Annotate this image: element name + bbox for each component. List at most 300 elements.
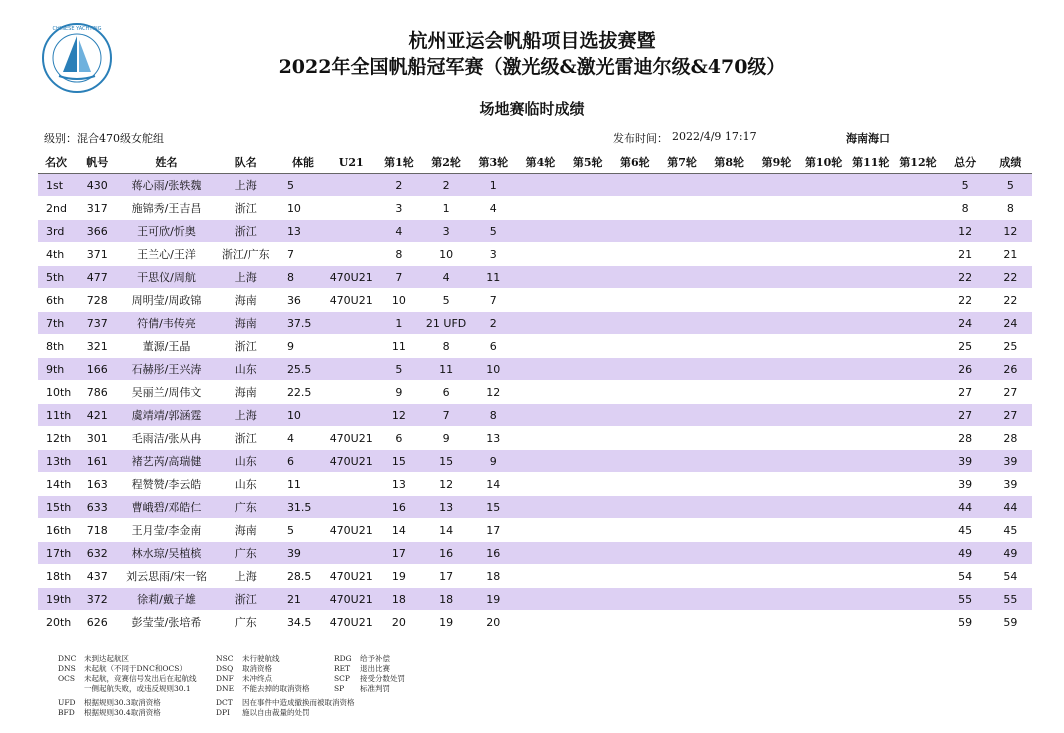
cell-r3: 9 <box>470 450 517 473</box>
cell-empty <box>894 289 941 312</box>
cell-fitness: 10 <box>279 404 327 427</box>
cell-empty <box>658 243 705 266</box>
cell-empty <box>611 335 658 358</box>
cell-empty <box>611 358 658 381</box>
cell-empty <box>800 542 847 565</box>
legend-item <box>216 664 272 674</box>
cell-empty <box>800 220 847 243</box>
cell-empty <box>800 358 847 381</box>
cell-r3: 11 <box>470 266 517 289</box>
cell-empty <box>800 312 847 335</box>
cell-sail: 737 <box>74 312 120 335</box>
legend-code: RET <box>334 664 351 673</box>
cell-empty <box>706 243 753 266</box>
cell-empty <box>753 197 800 220</box>
cell-empty <box>564 588 611 611</box>
cell-empty <box>706 197 753 220</box>
table-header-row <box>38 151 1032 174</box>
cell-empty <box>894 404 941 427</box>
table-row <box>38 519 1032 542</box>
legend-item <box>216 674 272 684</box>
cell-r2: 2 <box>423 174 470 197</box>
cell-r1: 1 <box>375 312 422 335</box>
cell-empty <box>517 404 564 427</box>
cell-score: 25 <box>989 335 1032 358</box>
cell-r1: 5 <box>375 358 422 381</box>
cell-empty <box>564 220 611 243</box>
cell-empty <box>517 358 564 381</box>
cell-r1: 4 <box>375 220 422 243</box>
cell-empty <box>847 358 894 381</box>
column-header: 姓名 <box>120 151 212 174</box>
table-row <box>38 197 1032 220</box>
cell-empty <box>517 473 564 496</box>
legend-desc: 未冲终点 <box>242 674 272 683</box>
legend-item <box>334 684 390 694</box>
cell-empty <box>658 588 705 611</box>
page-subtitle: 场地赛临时成绩 <box>479 100 585 118</box>
cell-rank: 20th <box>38 611 74 634</box>
legend-code: RDG <box>334 654 352 663</box>
table-row <box>38 381 1032 404</box>
column-header: 第8轮 <box>706 151 753 174</box>
cell-r3: 17 <box>470 519 517 542</box>
legend-code: DSQ <box>216 664 234 673</box>
legend-code: DNE <box>216 684 235 693</box>
cell-team: 广东 <box>213 496 279 519</box>
cell-r2: 3 <box>423 220 470 243</box>
cell-team: 浙江 <box>213 588 279 611</box>
cell-total: 44 <box>942 496 989 519</box>
column-header: U21 <box>327 151 375 174</box>
cell-sail: 317 <box>74 197 120 220</box>
cell-fitness: 37.5 <box>279 312 327 335</box>
cell-empty <box>517 565 564 588</box>
cell-r3: 19 <box>470 588 517 611</box>
cell-team: 山东 <box>213 358 279 381</box>
cell-team: 浙江 <box>213 335 279 358</box>
cell-r1: 9 <box>375 381 422 404</box>
cell-rank: 14th <box>38 473 74 496</box>
cell-r2: 16 <box>423 542 470 565</box>
cell-name: 吴丽兰/周伟文 <box>120 381 212 404</box>
cell-empty <box>706 266 753 289</box>
cell-empty <box>564 496 611 519</box>
cell-r2: 13 <box>423 496 470 519</box>
cell-name: 周明莹/周政锦 <box>120 289 212 312</box>
legend-code: BFD <box>58 708 75 717</box>
cell-empty <box>517 381 564 404</box>
cell-r2: 1 <box>423 197 470 220</box>
cell-empty <box>658 381 705 404</box>
cell-name: 王月莹/李金南 <box>120 519 212 542</box>
results-table <box>38 151 1032 634</box>
legend-item <box>58 664 187 674</box>
cell-total: 49 <box>942 542 989 565</box>
cell-total: 28 <box>942 427 989 450</box>
cell-empty <box>517 266 564 289</box>
column-header: 总分 <box>942 151 989 174</box>
cell-empty <box>658 197 705 220</box>
svg-text:CHINESE YACHTING: CHINESE YACHTING <box>52 26 102 32</box>
cell-empty <box>800 174 847 197</box>
cell-total: 25 <box>942 335 989 358</box>
cell-empty <box>753 312 800 335</box>
table-row <box>38 611 1032 634</box>
cell-total: 26 <box>942 358 989 381</box>
table-row <box>38 496 1032 519</box>
cell-empty <box>564 197 611 220</box>
cell-score: 49 <box>989 542 1032 565</box>
cell-u21: 470U21 <box>327 519 375 542</box>
table-row <box>38 358 1032 381</box>
cell-score: 55 <box>989 588 1032 611</box>
cell-name: 徐莉/戴子雄 <box>120 588 212 611</box>
cell-sail: 301 <box>74 427 120 450</box>
cell-fitness: 25.5 <box>279 358 327 381</box>
cell-empty <box>658 312 705 335</box>
cell-sail: 372 <box>74 588 120 611</box>
cell-r2: 8 <box>423 335 470 358</box>
cell-empty <box>517 174 564 197</box>
cell-empty <box>611 312 658 335</box>
cell-empty <box>706 565 753 588</box>
legend-item <box>58 654 129 664</box>
cell-name: 董源/王晶 <box>120 335 212 358</box>
legend-desc: 未起航，竞赛信号发出后在起航线 <box>84 674 197 683</box>
cell-empty <box>706 427 753 450</box>
legend-item <box>334 654 390 664</box>
cell-score: 12 <box>989 220 1032 243</box>
cell-rank: 17th <box>38 542 74 565</box>
cell-u21: 470U21 <box>327 427 375 450</box>
cell-empty <box>706 335 753 358</box>
cell-fitness: 8 <box>279 266 327 289</box>
cell-team: 浙江 <box>213 427 279 450</box>
legend-desc: 未起航（不同于DNC和OCS） <box>84 664 187 673</box>
cell-r3: 7 <box>470 289 517 312</box>
cell-empty <box>706 358 753 381</box>
published-label: 发布时间： <box>613 132 668 145</box>
cell-r3: 15 <box>470 496 517 519</box>
cell-empty <box>753 174 800 197</box>
cell-sail: 421 <box>74 404 120 427</box>
cell-empty <box>753 427 800 450</box>
cell-empty <box>658 174 705 197</box>
cell-sail: 163 <box>74 473 120 496</box>
cell-empty <box>800 404 847 427</box>
cell-r3: 5 <box>470 220 517 243</box>
cell-total: 27 <box>942 381 989 404</box>
cell-score: 45 <box>989 519 1032 542</box>
legend-desc: 未到达起航区 <box>84 654 129 663</box>
cell-empty <box>564 519 611 542</box>
cell-empty <box>564 335 611 358</box>
cell-empty <box>564 266 611 289</box>
cell-u21 <box>327 381 375 404</box>
cell-empty <box>753 450 800 473</box>
cell-empty <box>894 542 941 565</box>
cell-r3: 6 <box>470 335 517 358</box>
cell-empty <box>753 519 800 542</box>
cell-empty <box>800 427 847 450</box>
table-row <box>38 335 1032 358</box>
cell-rank: 4th <box>38 243 74 266</box>
cell-name: 王可欣/忻奥 <box>120 220 212 243</box>
cell-sail: 718 <box>74 519 120 542</box>
cell-team: 上海 <box>213 565 279 588</box>
cell-empty <box>564 427 611 450</box>
legend-item <box>58 674 197 684</box>
legend-item <box>216 654 280 664</box>
cell-empty <box>658 565 705 588</box>
cell-empty <box>800 243 847 266</box>
cell-empty <box>564 289 611 312</box>
table-row <box>38 220 1032 243</box>
table-row <box>38 473 1032 496</box>
cell-empty <box>894 519 941 542</box>
legend-code: DCT <box>216 698 233 707</box>
cell-u21 <box>327 335 375 358</box>
cell-fitness: 34.5 <box>279 611 327 634</box>
legend-code: DNS <box>58 664 76 673</box>
cell-empty <box>658 473 705 496</box>
cell-name: 刘云思雨/宋一铭 <box>120 565 212 588</box>
cell-empty <box>753 542 800 565</box>
cell-fitness: 11 <box>279 473 327 496</box>
cell-u21 <box>327 358 375 381</box>
cell-name: 彭莹莹/张培希 <box>120 611 212 634</box>
cell-score: 59 <box>989 611 1032 634</box>
cell-empty <box>706 220 753 243</box>
cell-sail: 366 <box>74 220 120 243</box>
column-header: 第2轮 <box>423 151 470 174</box>
cell-empty <box>847 289 894 312</box>
cell-total: 54 <box>942 565 989 588</box>
column-header: 第7轮 <box>658 151 705 174</box>
cell-r1: 12 <box>375 404 422 427</box>
legend-code: DNF <box>216 674 234 683</box>
cell-empty <box>800 565 847 588</box>
cell-empty <box>658 289 705 312</box>
cell-name: 毛雨洁/张从冉 <box>120 427 212 450</box>
cell-sail: 633 <box>74 496 120 519</box>
cell-empty <box>706 381 753 404</box>
cell-empty <box>706 473 753 496</box>
cell-empty <box>658 611 705 634</box>
cell-empty <box>847 381 894 404</box>
cell-empty <box>611 289 658 312</box>
cell-empty <box>894 335 941 358</box>
cell-empty <box>564 565 611 588</box>
cell-sail: 166 <box>74 358 120 381</box>
cell-empty <box>564 450 611 473</box>
cell-total: 21 <box>942 243 989 266</box>
class-group-label: 级别：混合470级女舵组 <box>44 132 164 145</box>
cell-empty <box>706 588 753 611</box>
cell-empty <box>517 289 564 312</box>
cell-empty <box>517 197 564 220</box>
column-header: 第3轮 <box>470 151 517 174</box>
cell-empty <box>658 404 705 427</box>
cell-empty <box>753 588 800 611</box>
cell-rank: 9th <box>38 358 74 381</box>
column-header: 帆号 <box>74 151 120 174</box>
cell-empty <box>611 266 658 289</box>
legend-item <box>58 684 191 694</box>
cell-sail: 626 <box>74 611 120 634</box>
legend-code: UFD <box>58 698 76 707</box>
cell-rank: 8th <box>38 335 74 358</box>
cell-r1: 15 <box>375 450 422 473</box>
cell-empty <box>658 519 705 542</box>
cell-empty <box>753 565 800 588</box>
cell-team: 浙江 <box>213 197 279 220</box>
cell-r2: 5 <box>423 289 470 312</box>
legend-desc: 根据规则30.4取消资格 <box>84 708 161 717</box>
cell-fitness: 6 <box>279 450 327 473</box>
cell-sail: 161 <box>74 450 120 473</box>
cell-empty <box>753 243 800 266</box>
legend-item <box>216 684 310 694</box>
column-header: 第10轮 <box>800 151 847 174</box>
cell-team: 广东 <box>213 611 279 634</box>
cell-u21 <box>327 404 375 427</box>
cell-total: 8 <box>942 197 989 220</box>
cell-r1: 8 <box>375 243 422 266</box>
cell-empty <box>564 473 611 496</box>
table-row <box>38 450 1032 473</box>
cell-name: 符倩/韦传亮 <box>120 312 212 335</box>
cell-empty <box>847 519 894 542</box>
venue-label: 海南海口 <box>846 132 890 145</box>
cell-empty <box>658 358 705 381</box>
cell-empty <box>800 266 847 289</box>
legend-code: SP <box>334 684 345 693</box>
cell-r2: 9 <box>423 427 470 450</box>
cell-r1: 17 <box>375 542 422 565</box>
cell-u21 <box>327 197 375 220</box>
cell-r1: 6 <box>375 427 422 450</box>
cell-fitness: 10 <box>279 197 327 220</box>
cell-empty <box>847 588 894 611</box>
cell-fitness: 4 <box>279 427 327 450</box>
cell-r3: 16 <box>470 542 517 565</box>
cell-empty <box>658 335 705 358</box>
cell-rank: 1st <box>38 174 74 197</box>
cell-score: 22 <box>989 266 1032 289</box>
cell-r2: 14 <box>423 519 470 542</box>
cell-empty <box>611 473 658 496</box>
cell-u21 <box>327 496 375 519</box>
cell-empty <box>800 450 847 473</box>
cell-empty <box>564 611 611 634</box>
cell-empty <box>564 174 611 197</box>
column-header: 第1轮 <box>375 151 422 174</box>
cell-empty <box>564 381 611 404</box>
cell-empty <box>611 220 658 243</box>
cell-team: 海南 <box>213 312 279 335</box>
column-header: 第6轮 <box>611 151 658 174</box>
cell-empty <box>517 611 564 634</box>
cell-fitness: 31.5 <box>279 496 327 519</box>
cell-empty <box>894 473 941 496</box>
cell-rank: 10th <box>38 381 74 404</box>
table-row <box>38 588 1032 611</box>
cell-empty <box>658 427 705 450</box>
cell-team: 上海 <box>213 266 279 289</box>
cell-empty <box>894 197 941 220</box>
cell-score: 54 <box>989 565 1032 588</box>
cell-score: 28 <box>989 427 1032 450</box>
cell-total: 12 <box>942 220 989 243</box>
legend-desc: 接受分数处罚 <box>360 674 405 683</box>
column-header: 成绩 <box>989 151 1032 174</box>
cell-r2: 4 <box>423 266 470 289</box>
legend-desc: 退出比赛 <box>360 664 390 673</box>
column-header: 队名 <box>213 151 279 174</box>
legend-code: DNC <box>58 654 77 663</box>
cell-empty <box>706 404 753 427</box>
cell-empty <box>706 174 753 197</box>
cell-empty <box>658 450 705 473</box>
legend-item <box>58 698 161 708</box>
cell-empty <box>847 197 894 220</box>
cell-fitness: 5 <box>279 519 327 542</box>
cell-sail: 430 <box>74 174 120 197</box>
legend-item <box>334 674 405 684</box>
cell-empty <box>847 450 894 473</box>
legend-code: OCS <box>58 674 76 683</box>
cell-empty <box>847 335 894 358</box>
cell-empty <box>517 519 564 542</box>
cell-empty <box>894 312 941 335</box>
cell-name: 干思仪/周航 <box>120 266 212 289</box>
cell-r1: 16 <box>375 496 422 519</box>
title-line-1: 杭州亚运会帆船项目选拔赛暨 <box>408 30 656 52</box>
table-row <box>38 289 1032 312</box>
cell-empty <box>564 243 611 266</box>
cell-team: 海南 <box>213 289 279 312</box>
cell-rank: 7th <box>38 312 74 335</box>
cell-r2: 15 <box>423 450 470 473</box>
cell-team: 上海 <box>213 174 279 197</box>
cell-rank: 16th <box>38 519 74 542</box>
cell-r1: 2 <box>375 174 422 197</box>
legend-code: DPI <box>216 708 231 717</box>
cell-u21: 470U21 <box>327 289 375 312</box>
cell-empty <box>847 427 894 450</box>
cell-empty <box>894 266 941 289</box>
cell-empty <box>800 611 847 634</box>
cell-r3: 4 <box>470 197 517 220</box>
legend-desc: 给予补偿 <box>360 654 390 663</box>
cell-empty <box>517 312 564 335</box>
cell-empty <box>611 496 658 519</box>
cell-empty <box>800 519 847 542</box>
cell-fitness: 28.5 <box>279 565 327 588</box>
cell-r3: 1 <box>470 174 517 197</box>
cell-empty <box>517 450 564 473</box>
table-row <box>38 312 1032 335</box>
cell-u21 <box>327 220 375 243</box>
legend-desc: 未行驶航线 <box>242 654 280 663</box>
cell-fitness: 7 <box>279 243 327 266</box>
cell-empty <box>753 381 800 404</box>
cell-r3: 8 <box>470 404 517 427</box>
cell-name: 虞靖靖/郭涵霆 <box>120 404 212 427</box>
cell-score: 39 <box>989 473 1032 496</box>
